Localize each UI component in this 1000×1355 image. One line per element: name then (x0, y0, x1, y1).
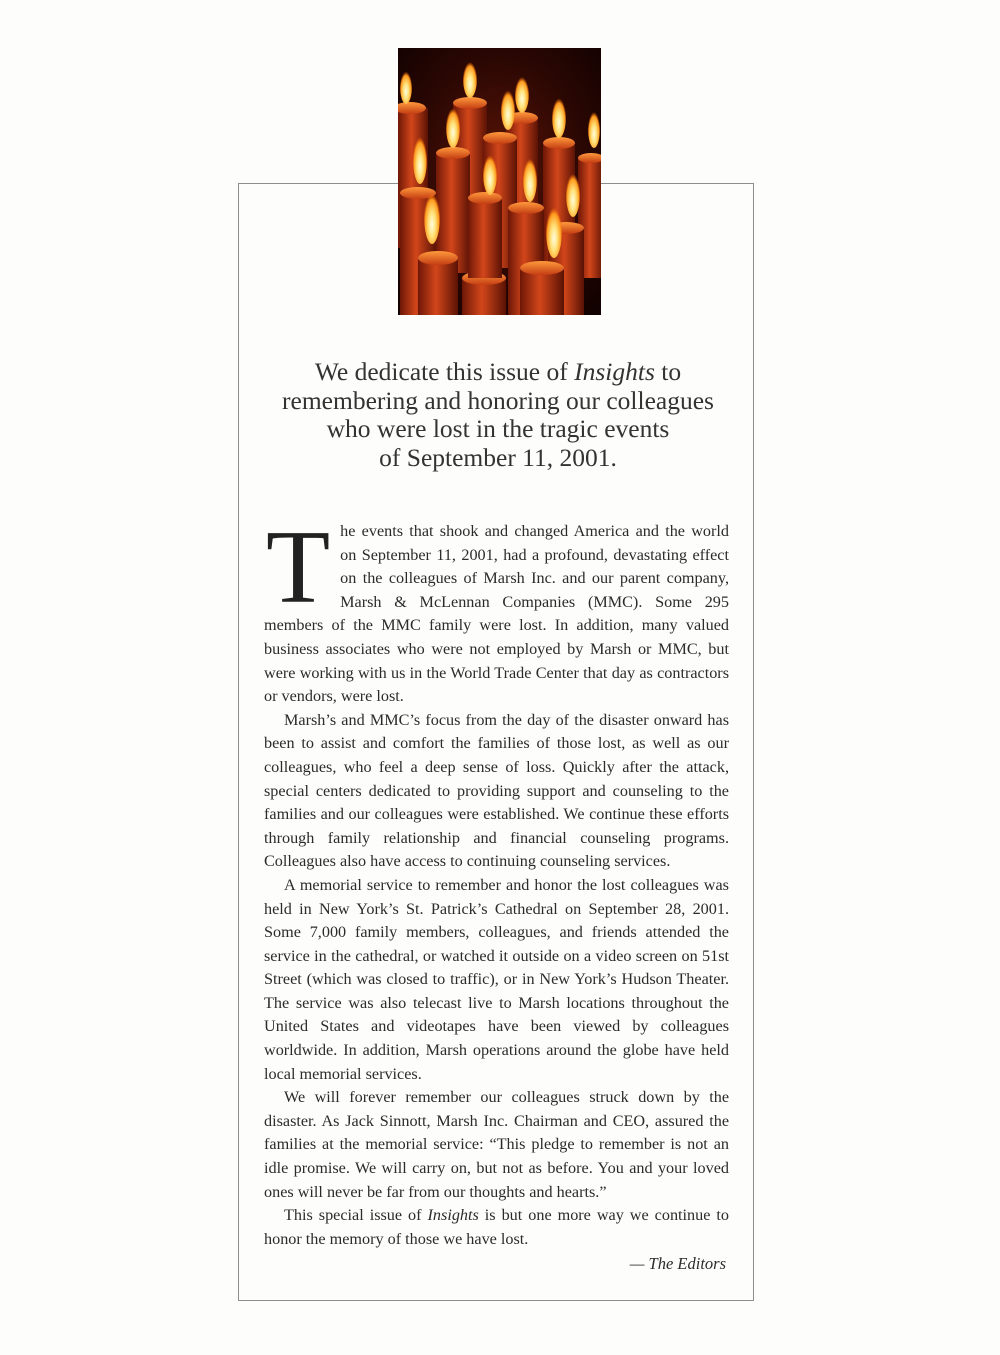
editors-signature: — The Editors (629, 1254, 726, 1273)
dedication-heading: We dedicate this issue of Insights to remembering and honoring our colleagues who were lost in the tragic events of September 11, 2001. (282, 357, 714, 472)
publication-title: Insights (574, 357, 655, 386)
paragraph-4: We will forever remember our colleagues struck down by the disaster. As Jack Sinnott, Marsh Inc. Chairman and CEO, assured the families at the memorial service: “This pledge to remember is not an idle promise. We will carry on, but not as before. You and your loved ones will never be far from our thoughts and hearts.” (264, 1088, 729, 1201)
drop-cap: T (266, 508, 331, 625)
candles-photo (398, 48, 601, 315)
paragraph-1: The events that shook and changed America and the world on September 11, 2001, had a profound, devastating effect on the colleagues of Marsh Inc. and our parent company, Marsh & McLennan Companies (MMC). Some 295 members of the MMC family were lost. In addition, many valued business associates who were not employed by Marsh or MMC, but were working with us in the World Trade Center that day as contractors or vendors, were lost. (264, 508, 729, 706)
paragraph-5: This special issue of Insights is but one more way we continue to honor the memory of those we have lost. (264, 1206, 729, 1248)
paragraph-2: Marsh’s and MMC’s focus from the day of the disaster onward has been to assist and comfort the families of those lost, as well as our colleagues, who feel a deep sense of loss. Quickly after the attack, special centers dedicated to providing support and counseling to the families and our colleagues were established. We continue these efforts through family relationship and financial counseling programs. Colleagues also have access to continuing counseling services. (264, 710, 729, 871)
paragraph-3: A memorial service to remember and honor the lost colleagues was held in New York’s St. Patrick’s Cathedral on September 28, 2001. Some 7,000 family members, colleagues, and friends attended the service in the cathedral, or watched it outside on a video screen on 51st Street (which was closed to traffic), or in New York’s Hudson Theater. The service was also telecast live to Marsh locations throughout the United States and videotapes have been viewed by colleagues worldwide. In addition, Marsh operations around the globe have held local memorial services. (264, 875, 729, 1083)
editorial-body (264, 508, 729, 1251)
